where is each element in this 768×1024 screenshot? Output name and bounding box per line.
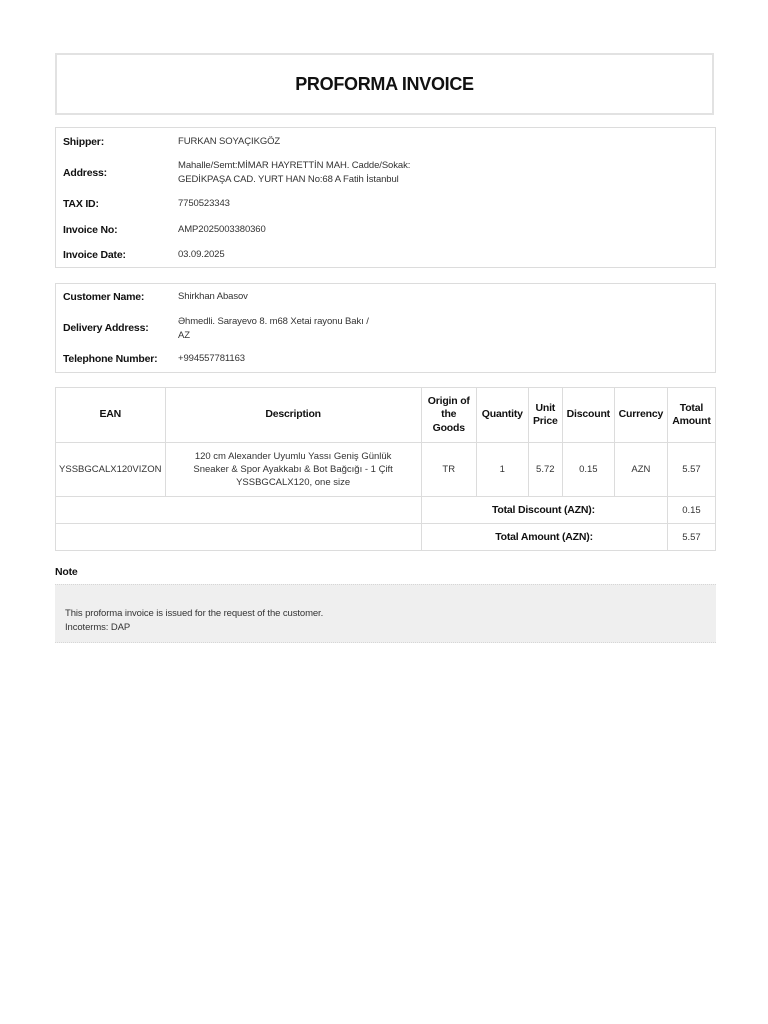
invoice-no-value: AMP2025003380360 [178,224,266,235]
header-unit-price-line2: Price [532,415,558,427]
cell-description [165,443,421,497]
header-total-amount [667,388,715,443]
cell-quantity: 1 [476,443,528,497]
telephone-value: +994557781163 [178,353,245,364]
header-discount: Discount [562,388,614,443]
items-table [55,387,716,551]
page-title: PROFORMA INVOICE [295,73,474,94]
address-label: Address: [63,167,107,179]
cell-discount: 0.15 [562,443,614,497]
cell-currency: AZN [614,443,667,497]
total-discount-spacer [56,497,422,524]
header-description: Description [165,388,421,443]
shipper-value: FURKAN SOYAÇIKGÖZ [178,136,281,147]
total-discount-row [56,497,716,524]
customer-name-label: Customer Name: [63,291,145,303]
address-line2: GEDİKPAŞA CAD. YURT HAN No:68 A Fatih İstanbul [178,174,399,185]
total-discount-value: 0.15 [667,497,715,524]
note-title: Note [55,566,78,578]
invoice-no-label: Invoice No: [63,224,118,236]
header-currency: Currency [614,388,667,443]
header-total-amount-line2: Amount [672,415,711,427]
title-box [55,53,714,115]
invoice-date-label: Invoice Date: [63,249,126,261]
header-total-amount-line1: Total [679,401,704,414]
header-origin [421,388,476,443]
total-amount-label: Total Amount (AZN): [421,524,667,551]
delivery-address-line2: AZ [178,330,190,341]
cell-description-line3: YSSBGCALX120, one size [236,477,351,488]
cell-origin: TR [421,443,476,497]
total-discount-label: Total Discount (AZN): [421,497,667,524]
cell-description-line1: 120 cm Alexander Uyumlu Yassı Geniş Günlük [194,451,392,462]
header-origin-line1: Origin of [427,394,470,407]
header-quantity: Quantity [476,388,528,443]
total-amount-value: 5.57 [667,524,715,551]
total-amount-row [56,524,716,551]
header-unit-price [528,388,562,443]
delivery-address-label: Delivery Address: [63,322,149,334]
tax-id-label: TAX ID: [63,198,99,210]
cell-description-line2: Sneaker & Spor Ayakkabı & Bot Bağcığı - 1 Çift [193,464,393,475]
header-origin-line2: the [441,408,457,421]
telephone-label: Telephone Number: [63,353,158,365]
header-ean: EAN [56,388,166,443]
table-row [56,443,716,497]
delivery-address-line1: Əhmedli. Sarayevo 8. m68 Xetai rayonu Bakı / [178,316,369,327]
customer-info-box [55,283,716,373]
total-amount-spacer [56,524,422,551]
cell-ean: YSSBGCALX120VIZON [56,443,166,497]
cell-unit-price: 5.72 [528,443,562,497]
customer-name-value: Shirkhan Abasov [178,291,248,302]
invoice-date-value: 03.09.2025 [178,249,225,260]
shipper-label: Shipper: [63,136,104,148]
header-origin-line3: Goods [432,421,465,434]
tax-id-value: 7750523343 [178,198,230,209]
shipper-info-box [55,127,716,268]
note-line1: This proforma invoice is issued for the request of the customer. [65,608,324,619]
table-header-row [56,388,716,443]
note-box [55,584,716,643]
cell-total-amount: 5.57 [667,443,715,497]
address-line1: Mahalle/Semt:MİMAR HAYRETTİN MAH. Cadde/Sokak: [178,160,411,171]
header-unit-price-line1: Unit [535,401,556,414]
note-line2: Incoterms: DAP [65,622,131,633]
